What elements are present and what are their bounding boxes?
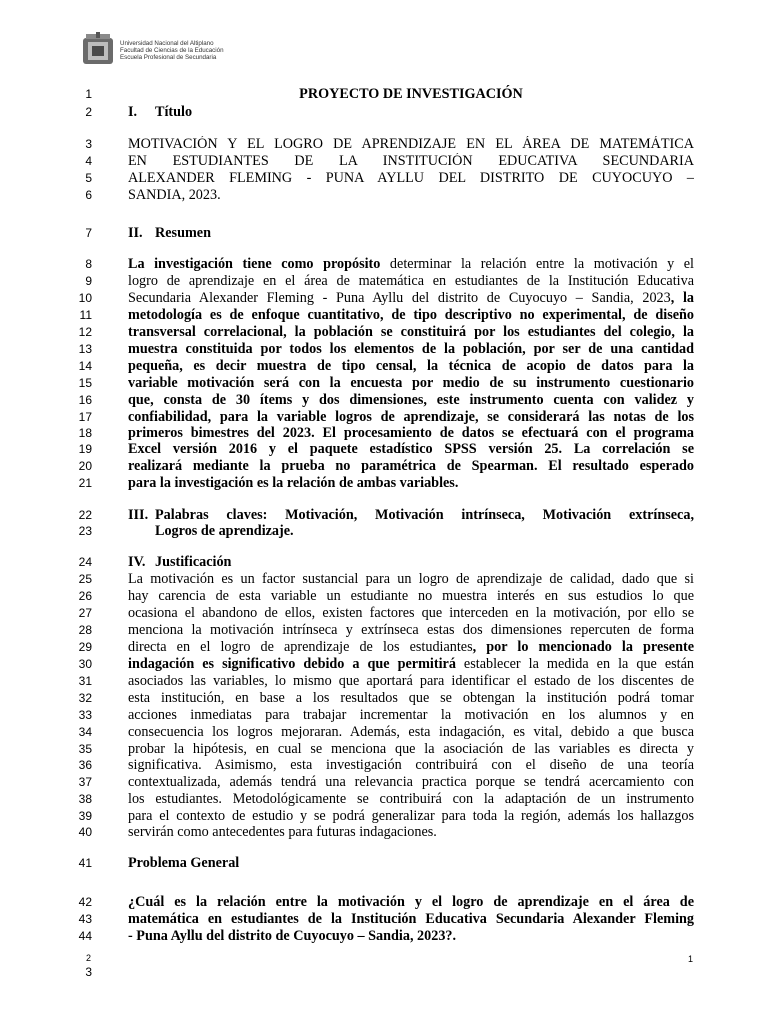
section-heading-justificacion: [128, 554, 694, 570]
paragraph-line: logro de aprendizaje en el área de matemática en estudiantes de la Institución Educativa: [128, 273, 694, 289]
line-number: 11: [79, 308, 92, 322]
paragraph-line: Excel versión 2016 y el paquete estadístico SPSS versión 25. La correlación se: [128, 441, 694, 457]
university-seal-icon: [80, 32, 116, 68]
paragraph-line: pequeña, es decir muestra de tipo censal, la técnica de acopio de datos para la: [128, 358, 694, 374]
paragraph-line: esta institución, en base a los resultados que se obtengan la institución podrá tomar: [128, 690, 694, 706]
line-number: 41: [78, 856, 92, 870]
bold-run: La investigación tiene como propósito: [128, 256, 381, 272]
line-number: 32: [78, 691, 92, 705]
keywords-line: Logros de aprendizaje.: [155, 523, 294, 539]
paragraph-line: [128, 290, 694, 306]
section-heading-palabras: [128, 507, 694, 523]
paragraph-line: confiabilidad, para la variable logros de aprendizaje, se considerará las notas de los: [128, 409, 694, 425]
section-label: Resumen: [155, 225, 211, 241]
line-number: 6: [85, 188, 92, 202]
line-number: 18: [78, 426, 92, 440]
logo-line-1: Universidad Nacional del Altiplano: [120, 39, 214, 47]
line-number: 36: [78, 758, 92, 772]
text-run: Secundaria Alexander Fleming - Puna Ayllu del distrito de Cuyocuyo – Sandia, 2023: [128, 290, 671, 306]
line-number: 34: [78, 725, 92, 739]
title-line: EN ESTUDIANTES DE LA INSTITUCIÓN EDUCATIVA SECUNDARIA: [128, 153, 694, 169]
question-line: - Puna Ayllu del distrito de Cuyocuyo – Sandia, 2023?.: [128, 928, 457, 944]
line-number: 35: [78, 742, 92, 756]
paragraph-line: acciones inmediatas para trabajar incrementar la motivación en los alumnos y en: [128, 707, 694, 723]
line-number: 8: [85, 257, 92, 271]
title-line: SANDIA, 2023.: [128, 187, 221, 203]
paragraph-line: significativa. Asimismo, esta investigación contribuirá con el diseño de una teoría: [128, 757, 694, 773]
paragraph-line: metodología es de enfoque cuantitativo, de tipo descriptivo no experimental, de diseño: [128, 307, 694, 323]
line-number: 7: [85, 226, 92, 240]
section-label: Justificación: [155, 554, 232, 570]
line-number: 24: [78, 555, 92, 569]
line-number: 33: [78, 708, 92, 722]
logo-line-3: Escuela Profesional de Secundaria: [120, 53, 217, 61]
paragraph-line: menciona la motivación intrínseca y extrínseca estas dos dimensiones repercuten de forma: [128, 622, 694, 638]
line-number: 38: [78, 792, 92, 806]
bold-run: , la: [670, 290, 694, 306]
document-title: PROYECTO DE INVESTIGACIÓN: [299, 86, 523, 102]
section-heading-resumen: [128, 225, 694, 241]
section-label: Palabras claves: Motivación, Motivación intrínseca, Motivación extrínseca,: [155, 507, 694, 523]
paragraph-line: asociados las variables, lo mismo que aportará para identificar el estado de los discentes de: [128, 673, 694, 689]
bold-run: indagación es significativo debido a que permitirá: [128, 656, 456, 672]
line-number: 12: [78, 325, 92, 339]
paragraph-line: [128, 656, 694, 672]
paragraph-line: que, consta de 30 ítems y dos dimensiones, este instrumento cuenta con validez y: [128, 392, 694, 408]
section-numeral: III.: [128, 507, 149, 523]
line-number: 2: [85, 105, 92, 119]
paragraph-line: muestra constituida por todos los elementos de la población, por ser de una cantidad: [128, 341, 694, 357]
paragraph-line: servirán como antecedentes para futuras indagaciones.: [128, 824, 437, 840]
footer-line-number: 2: [86, 953, 92, 963]
section-numeral: IV.: [128, 554, 146, 570]
paragraph-line: hay carencia de esta variable un estudiante no muestra interés en sus estudios lo que: [128, 588, 694, 604]
section-heading-titulo: [128, 104, 694, 120]
text-run: determinar la relación entre la motivación y el: [380, 256, 694, 272]
text-run: directa en el logro de aprendizaje de los estudiantes: [128, 639, 473, 655]
line-number: 37: [78, 775, 92, 789]
paragraph-line: para la investigación es la relación de ambas variables.: [128, 475, 459, 491]
paragraph-line: [128, 639, 694, 655]
paragraph-line: para el contexto de estudio y se podrá generalizar para toda la región, además los hallazgos: [128, 808, 694, 824]
line-number: 4: [85, 154, 92, 168]
paragraph-line: los estudiantes. Metodológicamente se contribuirá con la adaptación de un instrumento: [128, 791, 694, 807]
section-numeral: II.: [128, 225, 143, 241]
line-number: 3: [85, 137, 92, 151]
paragraph-line: variable motivación será con la encuesta por medio de su instrumento cuestionario: [128, 375, 694, 391]
line-number: 19: [78, 442, 92, 456]
line-number: 27: [78, 606, 92, 620]
line-number: 42: [78, 895, 92, 909]
line-number: 23: [78, 524, 92, 538]
line-number: 44: [78, 929, 92, 943]
question-line: matemática en estudiantes de la Institución Educativa Secundaria Alexander Fleming: [128, 911, 694, 927]
line-number: 29: [78, 640, 92, 654]
line-number: 28: [78, 623, 92, 637]
line-number: 25: [78, 572, 92, 586]
line-number: 26: [78, 589, 92, 603]
university-header: [80, 30, 224, 70]
line-number: 20: [78, 459, 92, 473]
title-line: ALEXANDER FLEMING - PUNA AYLLU DEL DISTRITO DE CUYOCUYO –: [128, 170, 694, 186]
paragraph-line: ocasiona el abandono de ellos, existen factores que interceden en la motivación, por ello se: [128, 605, 694, 621]
line-number: 40: [78, 825, 92, 839]
line-number: 14: [78, 359, 92, 373]
paragraph-line: [128, 256, 694, 272]
section-numeral: I.: [128, 104, 138, 120]
line-number: 22: [78, 508, 92, 522]
line-number: 15: [78, 376, 92, 390]
line-number: 43: [78, 912, 92, 926]
line-number: 13: [78, 342, 92, 356]
title-line: MOTIVACIÓN Y EL LOGRO DE APRENDIZAJE EN EL ÁREA DE MATEMÁTICA: [128, 136, 694, 152]
line-number: 17: [78, 410, 92, 424]
paragraph-line: La motivación es un factor sustancial para un logro de aprendizaje de calidad, dado que si: [128, 571, 694, 587]
line-number: 39: [78, 809, 92, 823]
paragraph-line: realizará mediante la prueba no paramétrica de Spearman. El resultado esperado: [128, 458, 694, 474]
heading-problema-general: Problema General: [128, 855, 240, 871]
line-number: 21: [78, 476, 92, 490]
university-name: [120, 40, 224, 61]
question-line: ¿Cuál es la relación entre la motivación y el logro de aprendizaje en el área de: [128, 894, 694, 910]
line-number: 30: [78, 657, 92, 671]
line-number: 16: [78, 393, 92, 407]
bold-run: , por lo mencionado la presente: [472, 639, 694, 655]
paragraph-line: contextualizada, además tendrá una relevancia practica porque se tendrá acercamiento con: [128, 774, 694, 790]
paragraph-line: transversal correlacional, la población se constituirá por los estudiantes del colegio, la: [128, 324, 694, 340]
line-number: 5: [85, 171, 92, 185]
page-number: 1: [688, 954, 694, 964]
text-run: establecer la medida en la que están: [455, 656, 694, 672]
line-number: 31: [78, 674, 92, 688]
footer-line-number: 3: [85, 965, 92, 979]
line-number: 9: [85, 274, 92, 288]
paragraph-line: probar la hipótesis, en cual se menciona que la asociación de las variables es directa y: [128, 741, 694, 757]
section-label: Título: [155, 104, 193, 120]
paragraph-line: primeros bimestres del 2023. El procesamiento de datos se efectuará con el programa: [128, 425, 694, 441]
line-number: 1: [85, 87, 92, 101]
logo-line-2: Facultad de Ciencias de la Educación: [120, 46, 224, 54]
line-number: 10: [78, 291, 92, 305]
paragraph-line: consecuencia los logros mejoraran. Además, esta indagación, es vital, debido a que busca: [128, 724, 694, 740]
